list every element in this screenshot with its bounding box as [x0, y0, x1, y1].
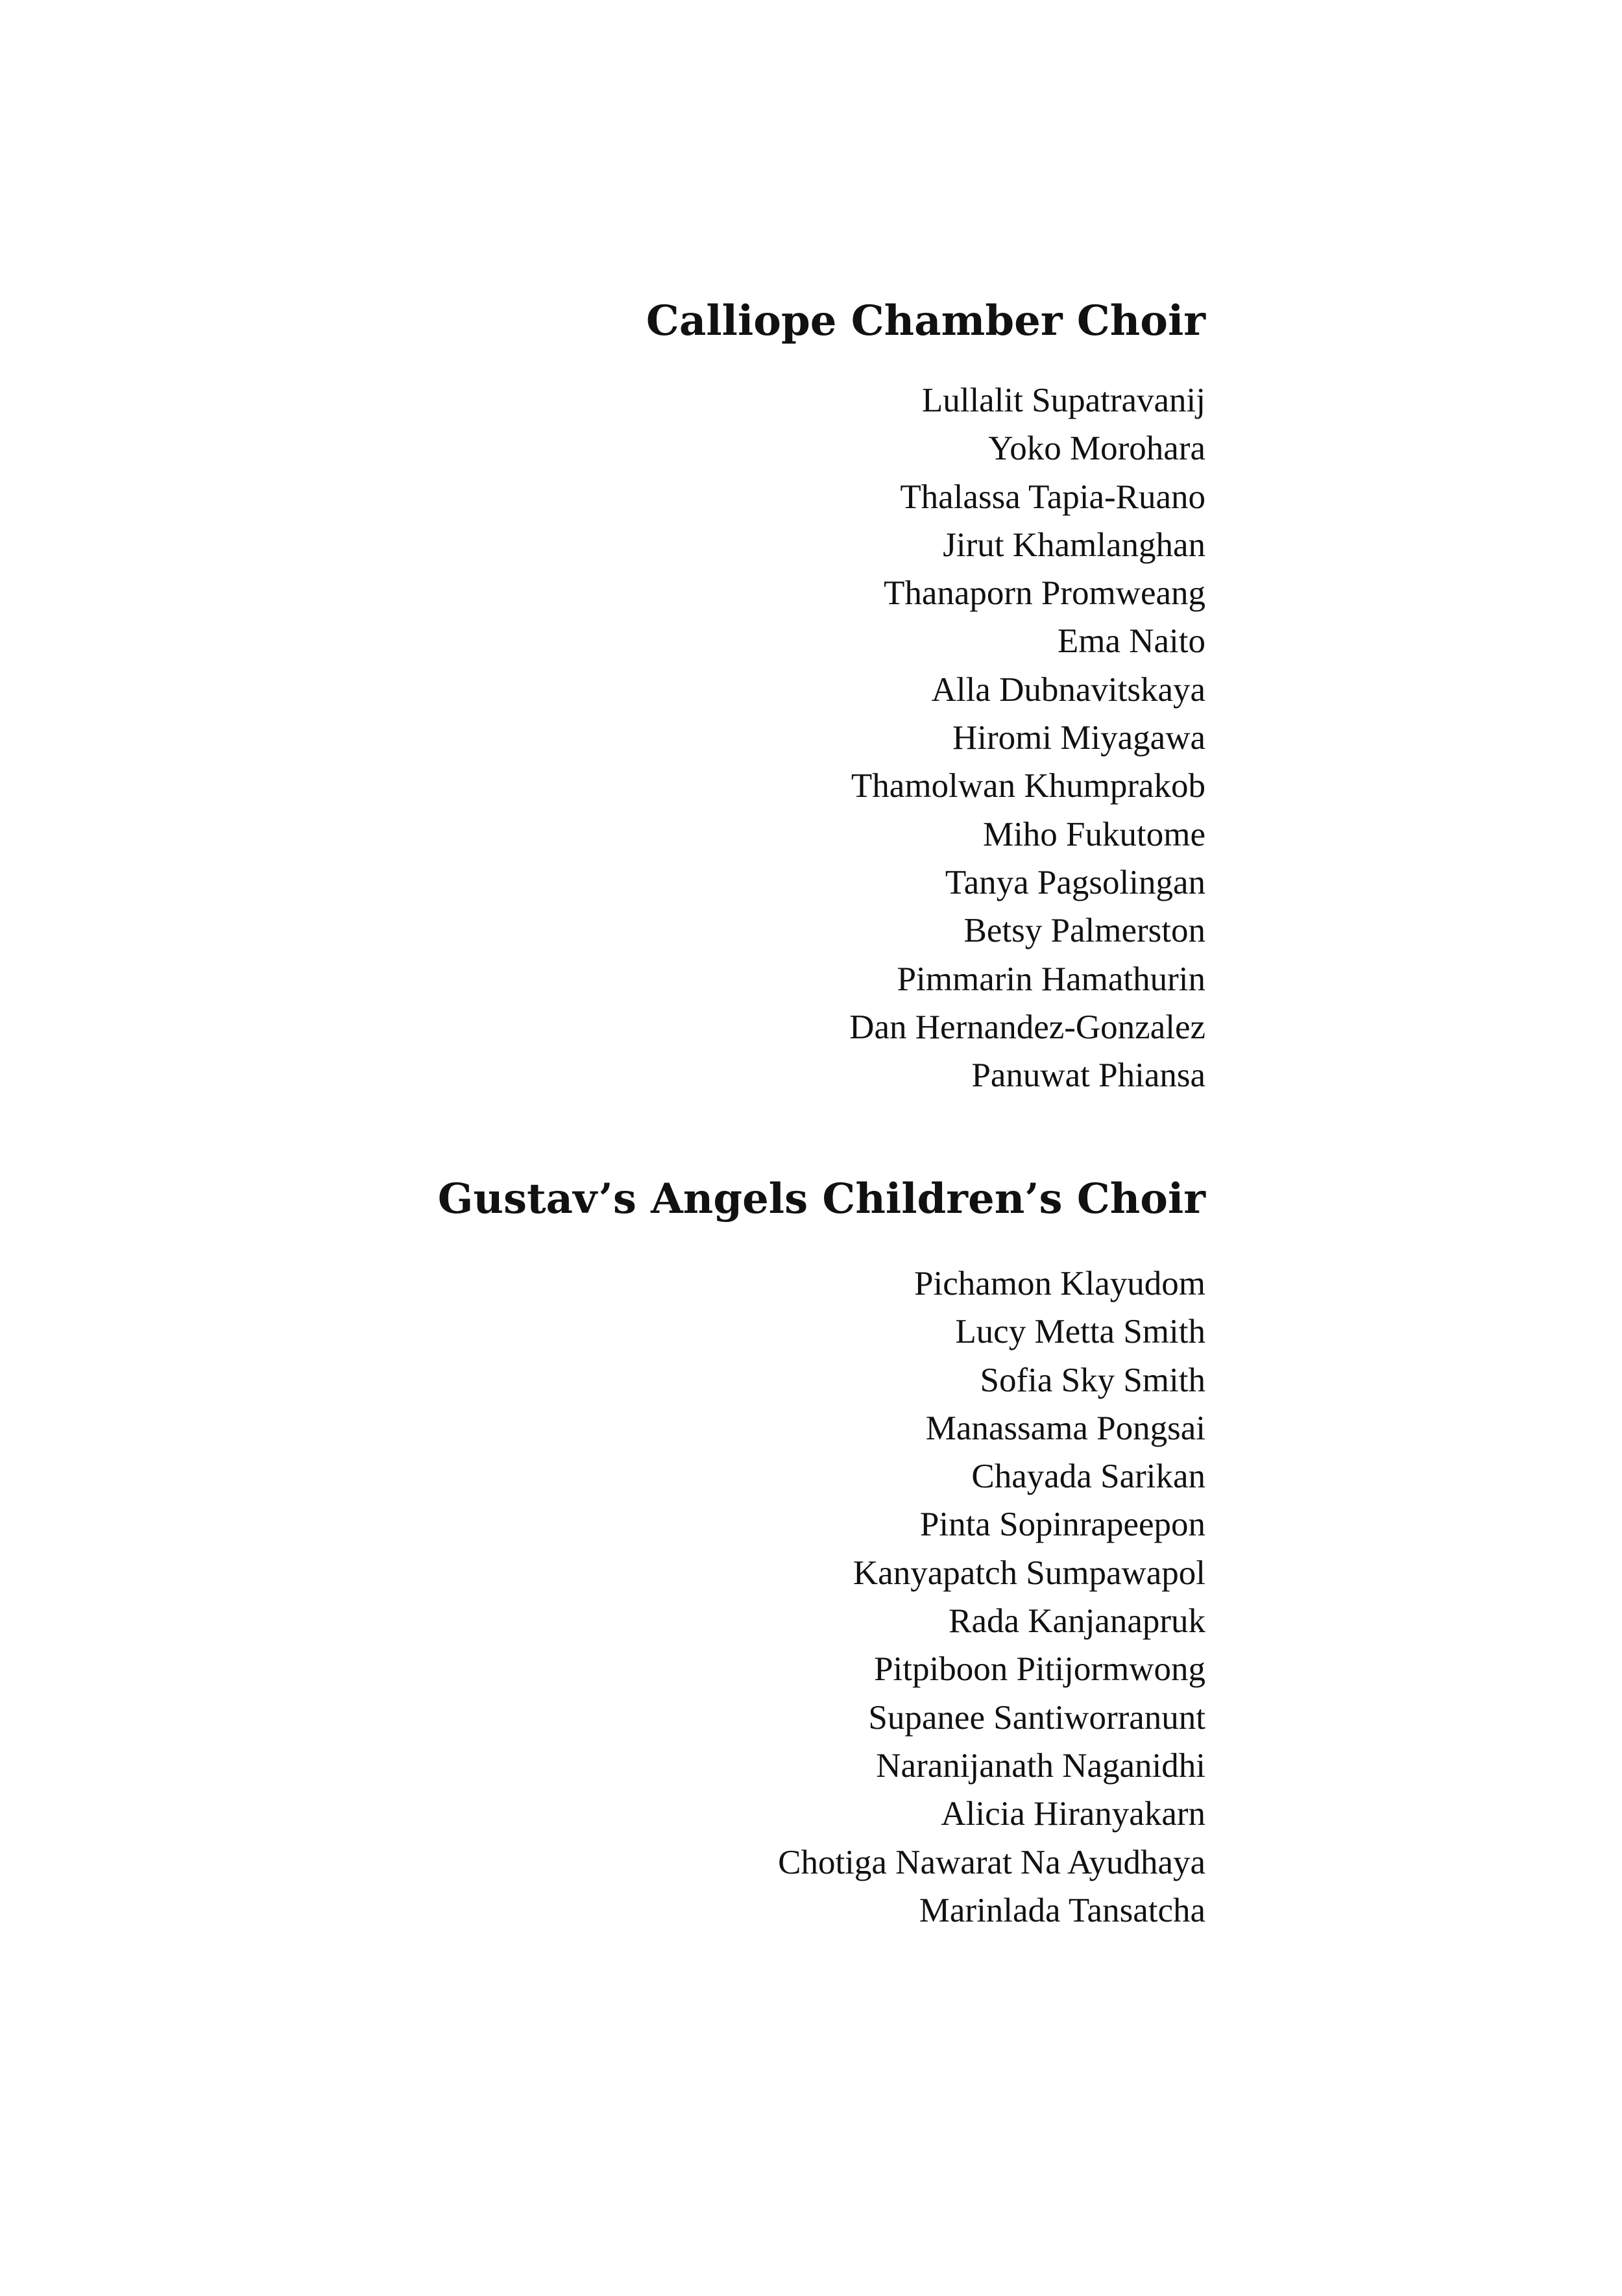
member-name: Supanee Santiworranunt: [868, 1698, 1205, 1737]
member-name: Pitpiboon Pitijormwong: [874, 1650, 1205, 1689]
member-name: Naranijanath Naganidhi: [876, 1746, 1205, 1785]
member-name: Lucy Metta Smith: [955, 1313, 1205, 1351]
member-name: Marinlada Tansatcha: [919, 1891, 1205, 1929]
member-name: Hiromi Miyagawa: [952, 719, 1205, 757]
member-name: Panuwat Phiansa: [971, 1056, 1205, 1095]
member-name: Pimmarin Hamathurin: [897, 960, 1205, 998]
member-name: Ema Naito: [1057, 622, 1205, 661]
section-heading: Gustav’s Angels Children’s Choir: [437, 1175, 1205, 1223]
member-name: Tanya Pagsolingan: [945, 863, 1205, 901]
member-name: Alla Dubnavitskaya: [931, 670, 1205, 709]
member-name: Alicia Hiranyakarn: [941, 1795, 1205, 1833]
member-name: Dan Hernandez-Gonzalez: [849, 1008, 1205, 1046]
member-list: [646, 376, 1205, 1099]
member-name: Miho Fukutome: [982, 815, 1205, 853]
member-name: Chotiga Nawarat Na Ayudhaya: [778, 1843, 1205, 1881]
member-name: Manassama Pongsai: [925, 1409, 1205, 1447]
gustavs-angels-childrens-choir-section: [438, 1164, 1205, 1935]
member-list: [438, 1260, 1205, 1935]
member-name: Kanyapatch Sumpawapol: [853, 1554, 1205, 1592]
member-name: Sofia Sky Smith: [980, 1361, 1205, 1399]
member-name: Thanaporn Promweang: [884, 574, 1205, 613]
member-name: Thamolwan Khumprakob: [851, 767, 1205, 805]
calliope-chamber-choir-section: [646, 286, 1205, 1099]
member-name: Pichamon Klayudom: [914, 1265, 1205, 1302]
member-name: Jirut Khamlanghan: [943, 526, 1205, 564]
member-name: Thalassa Tapia-Ruano: [900, 478, 1205, 516]
member-name: Lullalit Supatravanij: [921, 382, 1205, 419]
member-name: Yoko Morohara: [988, 430, 1205, 468]
member-name: Rada Kanjanapruk: [949, 1602, 1205, 1641]
member-name: Betsy Palmerston: [963, 912, 1205, 950]
member-name: Pinta Sopinrapeepon: [919, 1506, 1205, 1544]
section-heading: Calliope Chamber Choir: [646, 297, 1205, 345]
member-name: Chayada Sarikan: [971, 1458, 1205, 1496]
